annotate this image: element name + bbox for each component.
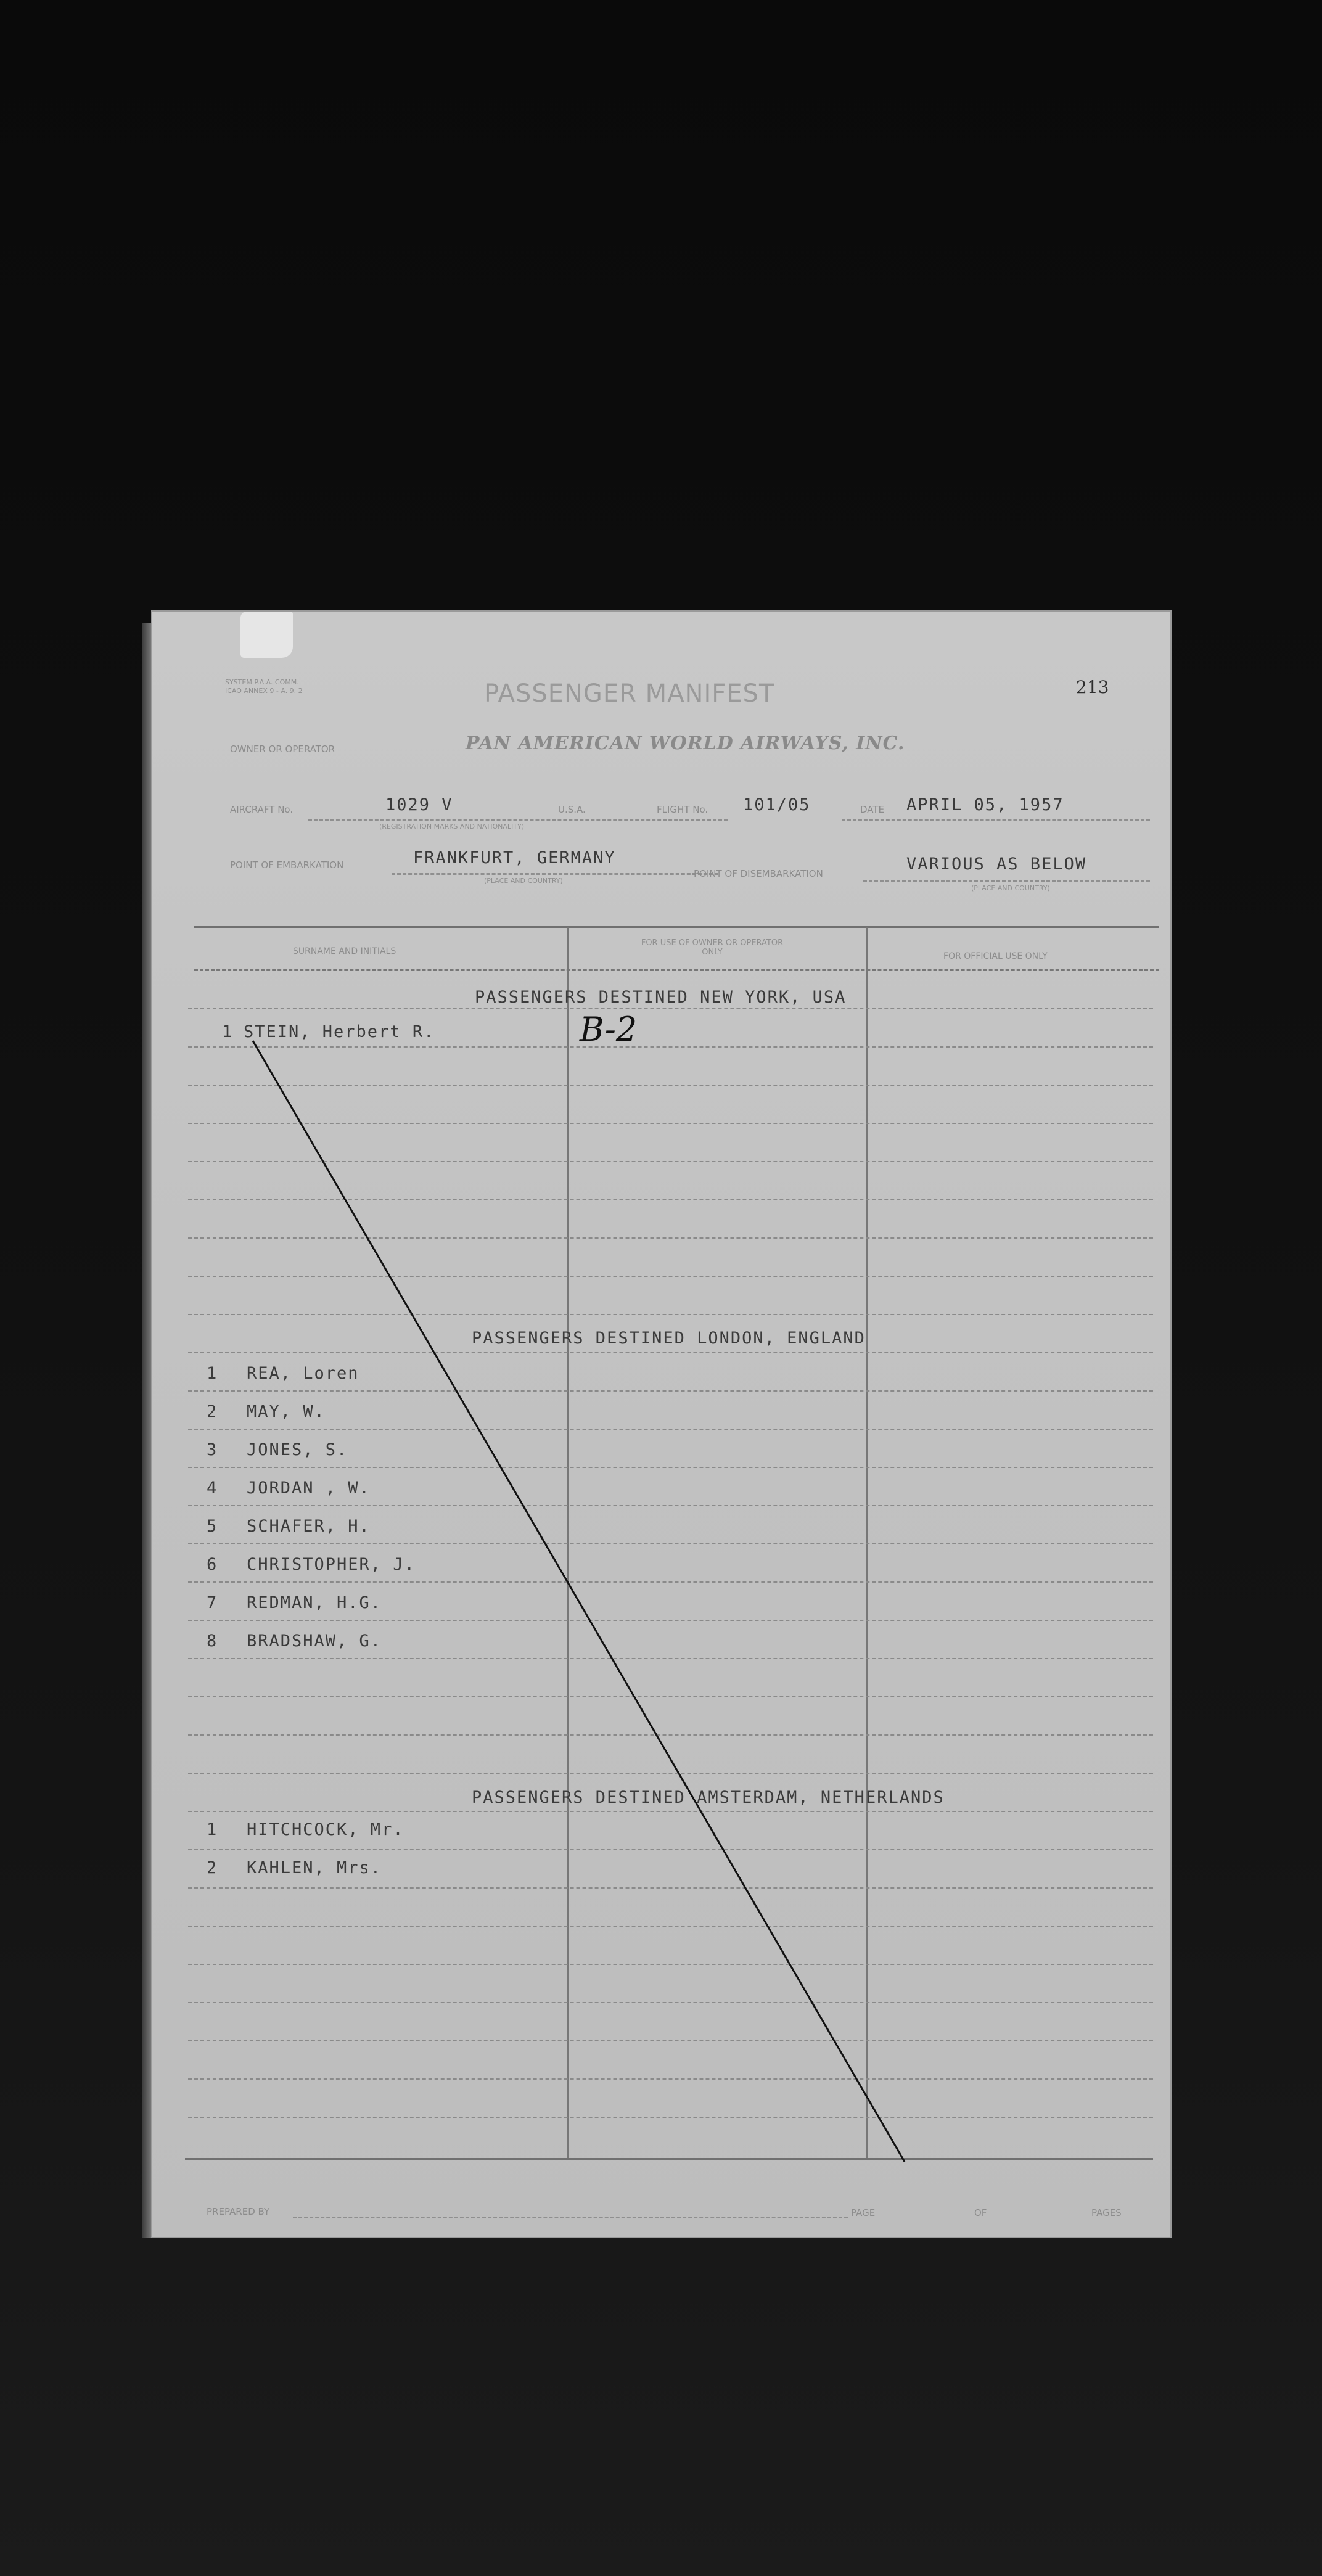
date-value: APRIL 05, 1957 xyxy=(906,795,1064,814)
country-label: U.S.A. xyxy=(558,804,586,815)
passenger-name: MAY, W. xyxy=(247,1402,326,1421)
passenger-name: STEIN, Herbert R. xyxy=(244,1022,435,1041)
disembark-value: VARIOUS AS BELOW xyxy=(906,855,1087,874)
registration-caption: (REGISTRATION MARKS AND NATIONALITY) xyxy=(379,822,525,831)
passenger-number: 4 xyxy=(207,1479,218,1498)
aircraft-value: 1029 V xyxy=(385,795,453,814)
prepared-by-label: PREPARED BY xyxy=(207,2206,270,2217)
passenger-name: REA, Loren xyxy=(247,1364,359,1383)
aircraft-label: AIRCRAFT No. xyxy=(230,804,294,815)
page-label: PAGE xyxy=(851,2207,876,2218)
passenger-number: 8 xyxy=(207,1631,218,1651)
passenger-number: 1 xyxy=(207,1364,218,1383)
flight-label: FLIGHT No. xyxy=(657,804,708,815)
owner-label: OWNER OR OPERATOR xyxy=(230,744,335,755)
embark-label: POINT OF EMBARKATION xyxy=(230,859,344,871)
date-label: DATE xyxy=(860,804,885,815)
disembark-label: POINT OF DISEMBARKATION xyxy=(694,868,823,879)
passenger-name: CHRISTOPHER, J. xyxy=(247,1555,416,1574)
passenger-number: 2 xyxy=(207,1858,218,1877)
passenger-name: HITCHCOCK, Mr. xyxy=(247,1820,404,1839)
form-reference: SYSTEM P.A.A. COMM. ICAO ANNEX 9 - A. 9. 2 xyxy=(225,678,303,695)
passenger-number: 5 xyxy=(207,1517,218,1536)
passenger-name: SCHAFER, H. xyxy=(247,1517,371,1536)
passenger-name: REDMAN, H.G. xyxy=(247,1593,382,1612)
handwritten-note: B-2 xyxy=(580,1010,638,1049)
passenger-number: 7 xyxy=(207,1593,218,1612)
of-label: OF xyxy=(974,2207,987,2218)
company-name: PAN AMERICAN WORLD AIRWAYS, INC. xyxy=(466,732,905,754)
cancellation-line xyxy=(151,610,1172,2238)
manifest-title: PASSENGER MANIFEST xyxy=(484,679,775,708)
passenger-name: JORDAN , W. xyxy=(247,1479,371,1498)
manifest-sheet xyxy=(151,610,1172,2238)
passenger-number: 3 xyxy=(207,1440,218,1459)
header-owner: FOR USE OF OWNER OR OPERATOR ONLY xyxy=(641,938,784,957)
passenger-number: 2 xyxy=(207,1402,218,1421)
passenger-number: 6 xyxy=(207,1555,218,1574)
embark-caption: (PLACE AND COUNTRY) xyxy=(484,877,563,885)
disembark-caption: (PLACE AND COUNTRY) xyxy=(971,884,1050,892)
group-heading-london: PASSENGERS DESTINED LONDON, ENGLAND xyxy=(472,1329,866,1348)
embark-value: FRANKFURT, GERMANY xyxy=(413,848,616,868)
passenger-name: KAHLEN, Mrs. xyxy=(247,1858,382,1877)
passenger-number: 1 xyxy=(222,1022,234,1041)
passenger-number: 1 xyxy=(207,1820,218,1839)
pages-label: PAGES xyxy=(1091,2207,1122,2218)
group-heading-amsterdam: PASSENGERS DESTINED AMSTERDAM, NETHERLANDS xyxy=(472,1788,945,1807)
header-official: FOR OFFICIAL USE ONLY xyxy=(943,951,1048,961)
passenger-name: JONES, S. xyxy=(247,1440,348,1459)
prepared-by-line xyxy=(293,2217,848,2218)
header-surname: SURNAME AND INITIALS xyxy=(293,946,396,956)
page-number: 213 xyxy=(1076,677,1109,697)
group-heading-new-york: PASSENGERS DESTINED NEW YORK, USA xyxy=(475,988,847,1007)
flight-value: 101/05 xyxy=(743,795,811,814)
passenger-name: BRADSHAW, G. xyxy=(247,1631,382,1651)
